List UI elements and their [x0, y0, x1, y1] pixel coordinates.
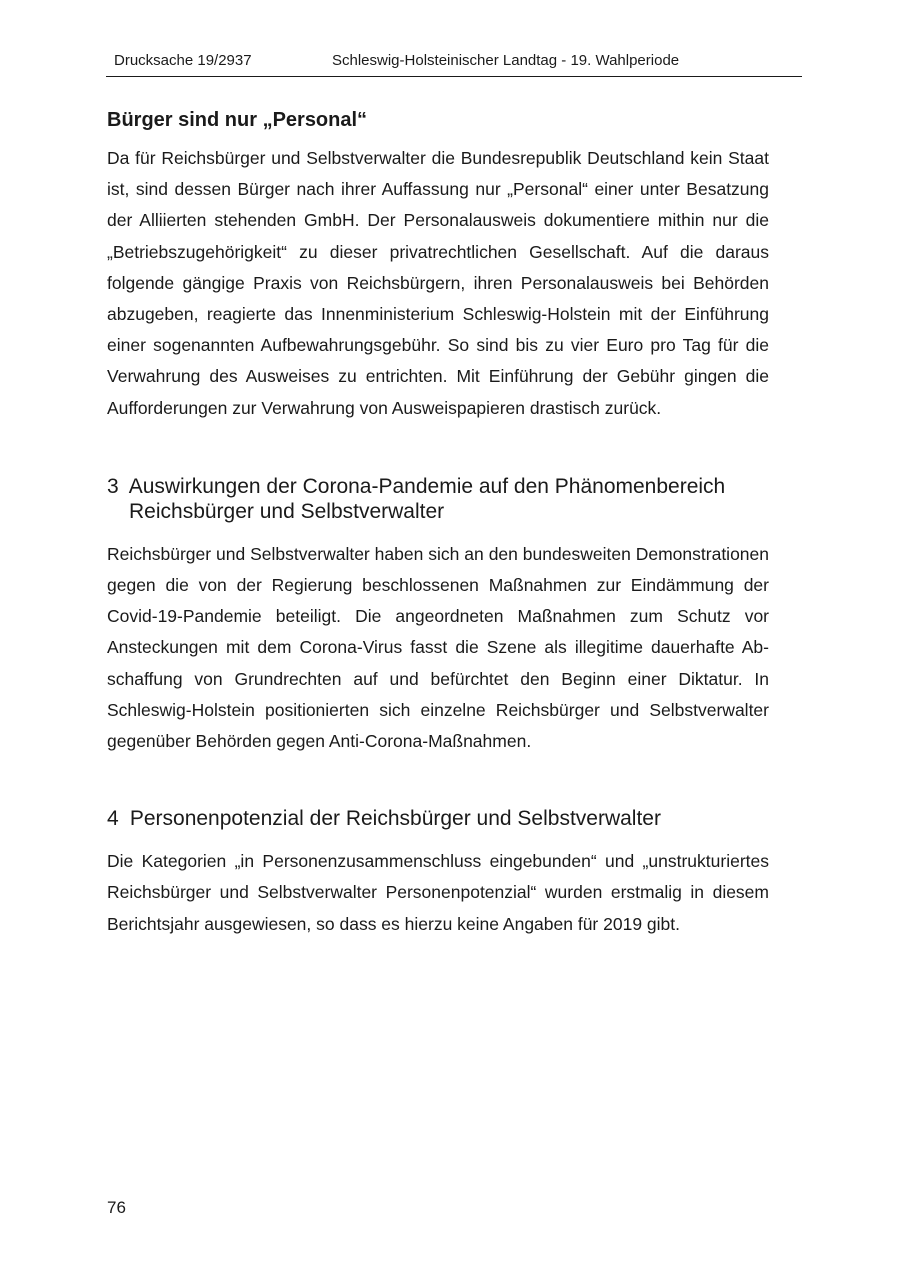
section-3-title: Auswirkungen der Corona-Pandemie auf den Phänomenbereich Reichsbürger und Selbstverwalter	[128, 474, 726, 523]
subsection-title: Bürger sind nur „Personal“	[107, 109, 368, 131]
section-3-heading	[107, 474, 769, 524]
section-4-paragraph: Die Kategorien „in Personenzusammenschluss eingebunden“ und „unstrukturiertes Reichsbürger und Selbstverwalter Personenpotenzial“ wurden erstmalig in diesem Berichtsjahr ausgewiesen, so dass es hierzu keine Angaben für 2019 gibt.	[107, 851, 769, 934]
section-4-title: Personenpotenzial der Reichsbürger und Selbstverwalter	[129, 807, 661, 831]
page-number: 76	[107, 1198, 126, 1217]
spacer	[107, 424, 769, 474]
main-content	[107, 107, 769, 940]
section-3-number: 3	[107, 474, 119, 498]
section-3-paragraph: Reichsbürger und Selbstverwalter haben sich an den bundesweiten Demonstrationen gegen die von der Regierung beschlossenen Maßnahmen zur Eindämmung der Covid-19-Pandemie beteiligt. Die angeordneten Maßnahmen zum Schutz vor Ansteckungen mit dem Corona-Virus fasst die Szene als illegitime dauerhafte Abschaffung von Grundrechten auf und befürchtet den Beginn einer Diktatur. In Schleswig-Holstein positionierten sich einzelne Reichsbürger und Selbstverwalter gegenüber Behörden gegen Anti-Corona-Maßnahmen.	[107, 543, 769, 752]
section-4-number: 4	[107, 807, 119, 831]
header-rule	[106, 76, 802, 77]
spacer	[107, 757, 769, 806]
running-header	[108, 52, 802, 74]
parliament-period: Schleswig-Holsteinischer Landtag - 19. Wahlperiode	[332, 52, 680, 69]
section-4-heading	[107, 806, 769, 831]
subsection-paragraph: Da für Reichsbürger und Selbstverwalter die Bundesrepublik Deutschland kein Staat ist, sind dessen Bürger nach ihrer Auffassung nur „Personal“ einer unter Besatzung der Alliierten stehenden GmbH. Der Personalausweis dokumentiere mithin nur die „Betriebszugehörigkeit“ zu dieser privatrechtlichen Gesellschaft. Auf die daraus folgende gängige Praxis von Reichsbürgern, ihren Personalausweis bei Behörden abzugeben, reagierte das Innenministerium Schleswig-Holstein mit der Einführung einer sogenannten Aufbewahrungsgebühr. So sind bis zu vier Euro pro Tag für die Verwahrung des Ausweises zu entrichten. Mit Einführung der Gebühr gingen die Aufforderungen zur Verwahrung von Ausweispapieren drastisch zurück.	[107, 148, 769, 418]
document-number: Drucksache 19/2937	[114, 52, 252, 69]
